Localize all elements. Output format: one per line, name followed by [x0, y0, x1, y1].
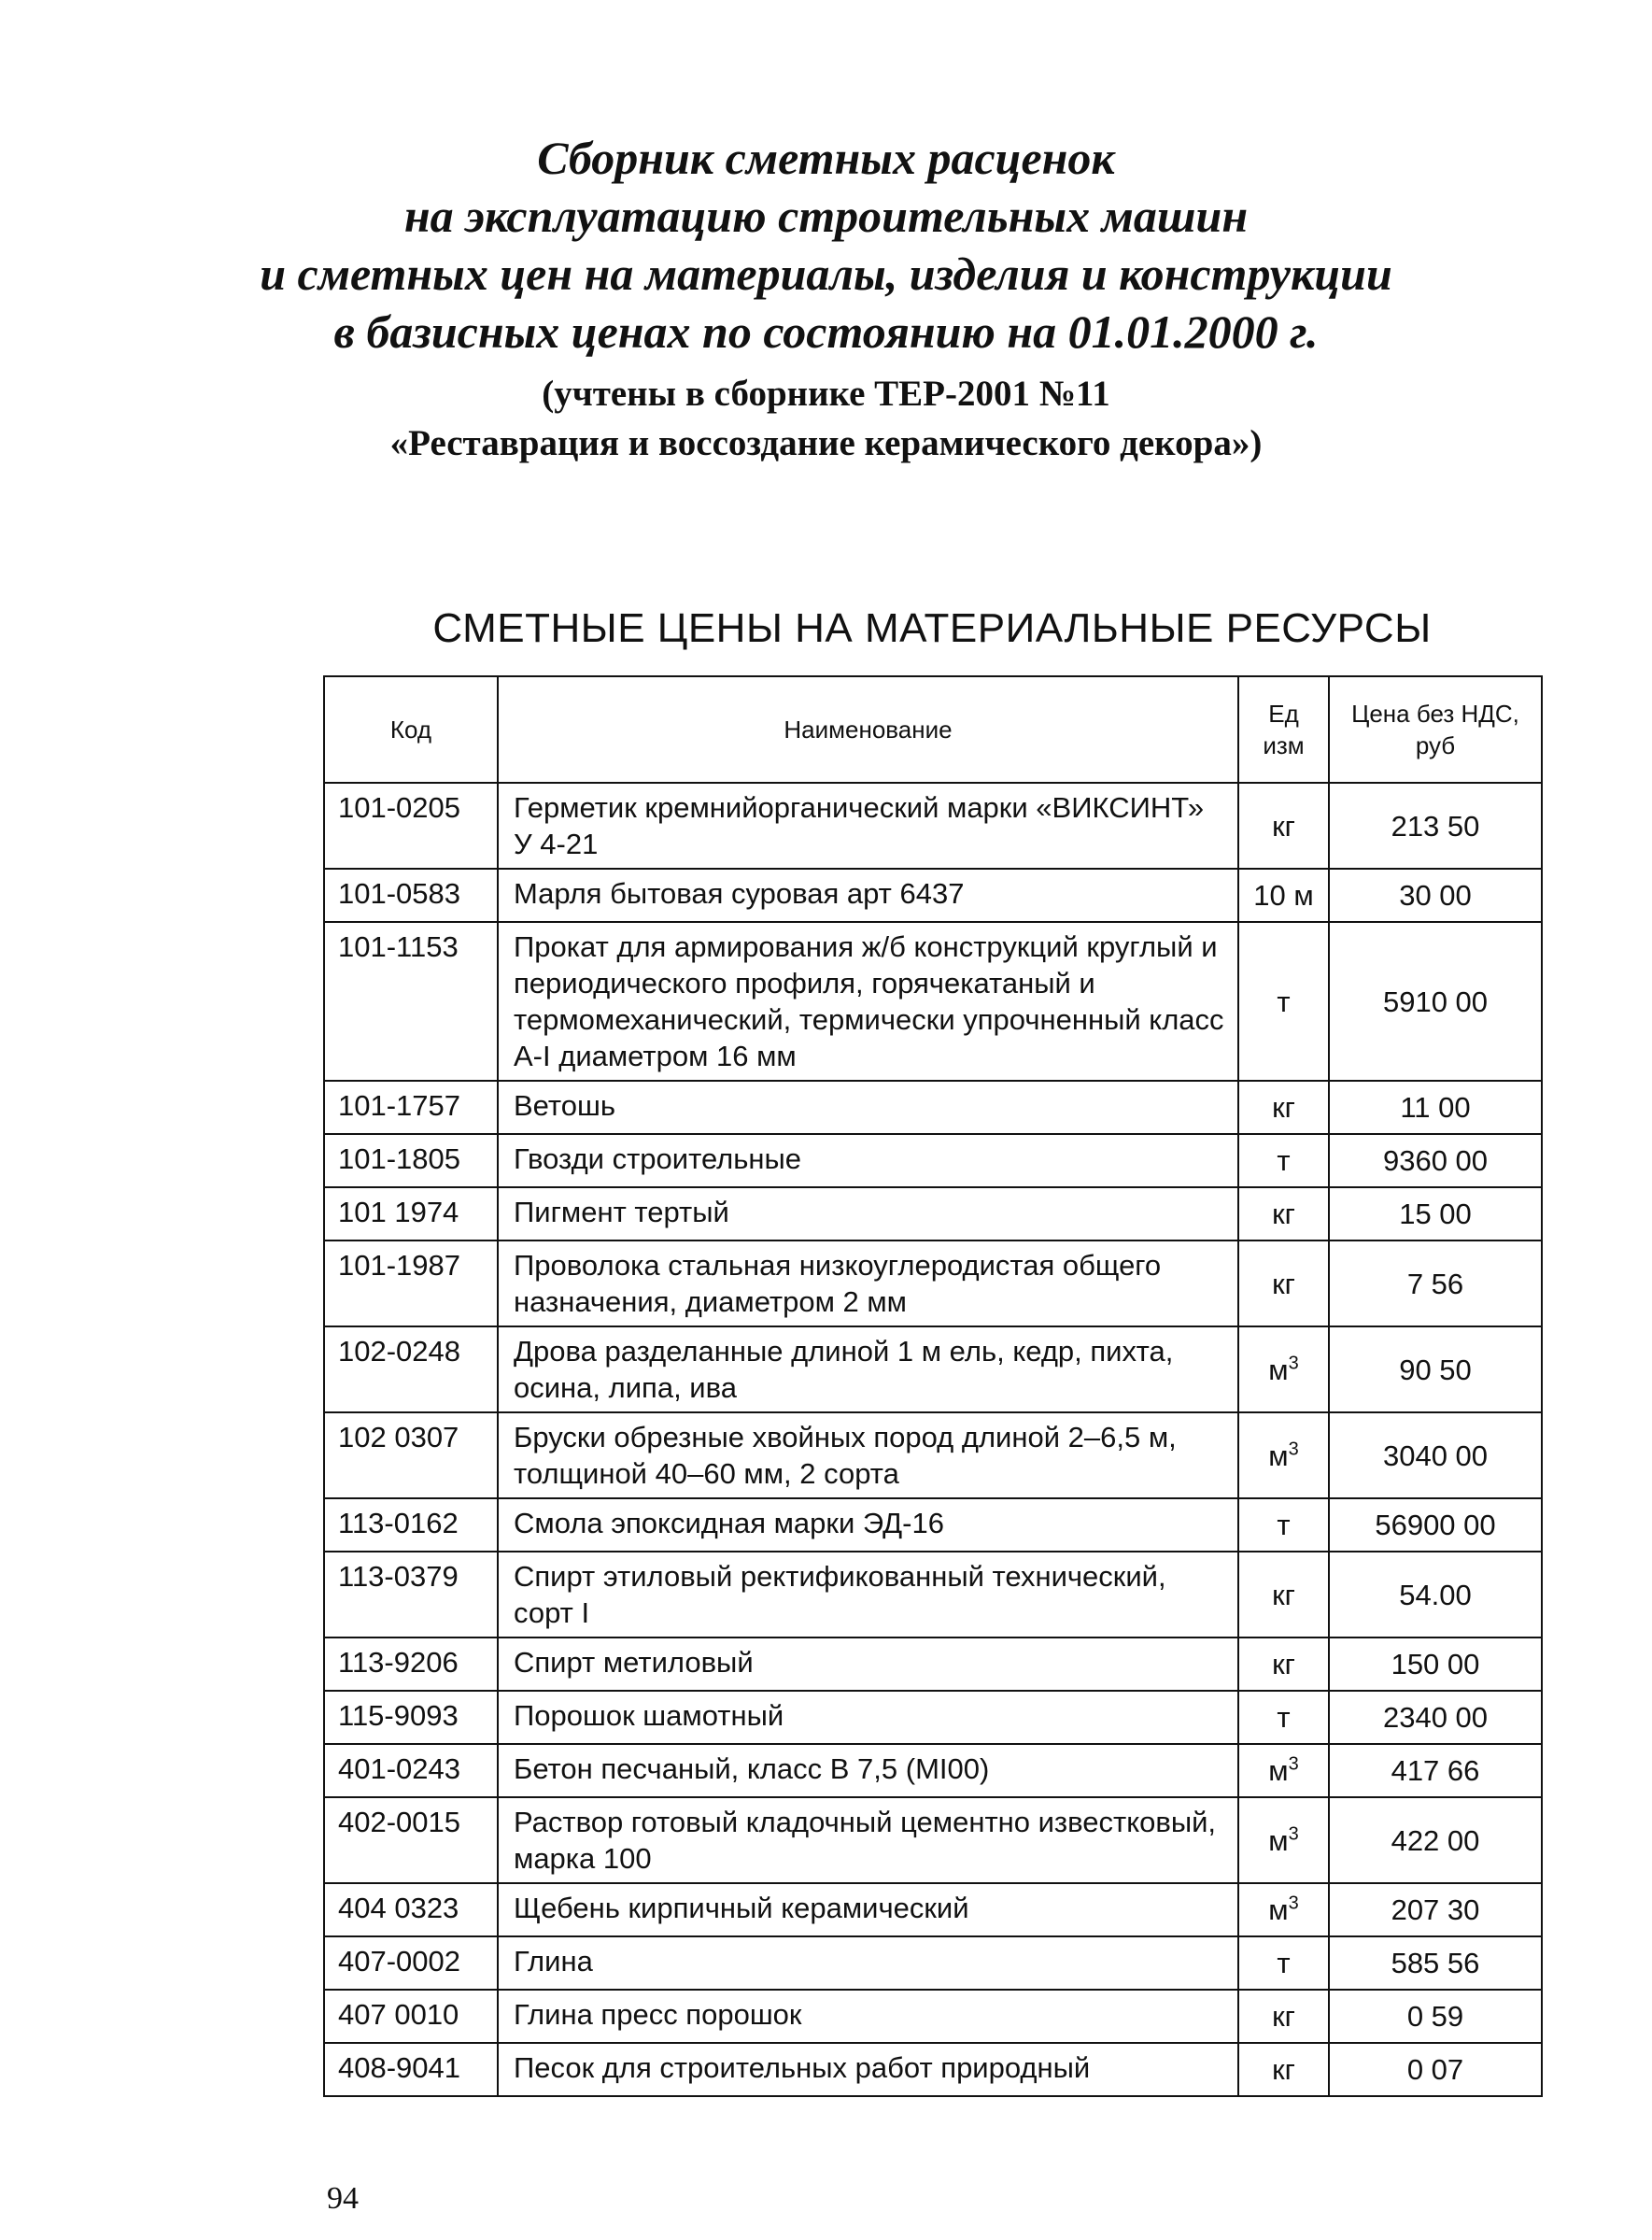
table-row	[324, 1081, 1542, 1134]
cell-price: 7 56	[1329, 1241, 1542, 1326]
cell-price: 15 00	[1329, 1187, 1542, 1241]
cell-name: Бруски обрезные хвойных пород длиной 2–6,5 м, толщиной 40–60 мм, 2 сорта	[498, 1412, 1238, 1498]
cell-price: 0 07	[1329, 2043, 1542, 2096]
header-price: Цена без НДС, руб	[1329, 676, 1542, 783]
cell-code: 113-0162	[324, 1498, 498, 1552]
cell-price: 585 56	[1329, 1936, 1542, 1990]
table-row	[324, 783, 1542, 869]
document-title	[0, 129, 1652, 361]
cell-code: 101-1153	[324, 922, 498, 1081]
cell-unit	[1238, 1326, 1329, 1412]
title-line: в базисных ценах по состоянию на 01.01.2000 г.	[333, 305, 1319, 358]
unit-label: кг	[1272, 1198, 1295, 1230]
cell-name: Порошок шамотный	[498, 1691, 1238, 1744]
cell-unit	[1238, 1134, 1329, 1187]
cell-code: 115-9093	[324, 1691, 498, 1744]
cell-name: Герметик кремнийорганический марки «ВИКСИНТ» У 4-21	[498, 783, 1238, 869]
cell-unit	[1238, 783, 1329, 869]
cell-code: 401-0243	[324, 1744, 498, 1797]
unit-label: м	[1268, 1823, 1289, 1857]
unit-label: кг	[1272, 1578, 1295, 1611]
cell-code: 102 0307	[324, 1412, 498, 1498]
table-row	[324, 1744, 1542, 1797]
cell-unit	[1238, 922, 1329, 1081]
cell-unit	[1238, 1691, 1329, 1744]
table-row	[324, 1552, 1542, 1637]
cell-unit	[1238, 2043, 1329, 2096]
title-line: Сборник сметных расценок	[537, 132, 1115, 184]
unit-label: т	[1277, 985, 1291, 1018]
cell-name: Щебень кирпичный керамический	[498, 1883, 1238, 1936]
cell-code: 407 0010	[324, 1990, 498, 2043]
table-row	[324, 1498, 1542, 1552]
cell-code: 407-0002	[324, 1936, 498, 1990]
unit-superscript: 3	[1288, 1823, 1299, 1845]
table-header-row	[324, 676, 1542, 783]
table-row	[324, 1187, 1542, 1241]
unit-label: кг	[1272, 2000, 1295, 2033]
cell-code: 101-0583	[324, 869, 498, 922]
cell-name: Спирт этиловый ректификованный технический, сорт I	[498, 1552, 1238, 1637]
title-line: на эксплуатацию строительных машин	[403, 190, 1249, 242]
cell-unit	[1238, 1552, 1329, 1637]
unit-label: кг	[1272, 1267, 1295, 1300]
subtitle-line: «Реставрация и воссоздание керамического декора»)	[389, 423, 1263, 463]
table-row	[324, 1797, 1542, 1883]
table-row	[324, 1936, 1542, 1990]
title-line: и сметных цен на материалы, изделия и конструкции	[260, 248, 1392, 300]
header-name: Наименование	[498, 676, 1238, 783]
cell-price: 422 00	[1329, 1797, 1542, 1883]
cell-code: 113-0379	[324, 1552, 498, 1637]
cell-price: 207 30	[1329, 1883, 1542, 1936]
unit-label: кг	[1272, 1648, 1295, 1680]
cell-code: 101-1757	[324, 1081, 498, 1134]
unit-label: кг	[1272, 1091, 1295, 1124]
unit-label: м	[1268, 1893, 1289, 1926]
header-unit: Ед изм	[1238, 676, 1329, 783]
cell-code: 402-0015	[324, 1797, 498, 1883]
table-row	[324, 1326, 1542, 1412]
cell-unit	[1238, 1498, 1329, 1552]
unit-superscript: 3	[1288, 1439, 1299, 1460]
price-table	[323, 675, 1543, 2097]
cell-name: Марля бытовая суровая арт 6437	[498, 869, 1238, 922]
cell-price: 0 59	[1329, 1990, 1542, 2043]
table-row	[324, 869, 1542, 922]
table-row	[324, 1883, 1542, 1936]
unit-label: т	[1277, 1509, 1291, 1541]
cell-name: Дрова разделанные длиной 1 м ель, кедр, пихта, осина, липа, ива	[498, 1326, 1238, 1412]
cell-unit	[1238, 1187, 1329, 1241]
cell-code: 101-0205	[324, 783, 498, 869]
unit-label: м	[1268, 1353, 1289, 1386]
cell-unit	[1238, 1990, 1329, 2043]
cell-price: 11 00	[1329, 1081, 1542, 1134]
unit-label: 10 м	[1253, 879, 1314, 912]
unit-label: т	[1277, 1701, 1291, 1734]
cell-unit	[1238, 1241, 1329, 1326]
table-row	[324, 2043, 1542, 2096]
cell-unit	[1238, 1637, 1329, 1691]
cell-unit	[1238, 869, 1329, 922]
unit-superscript: 3	[1288, 1753, 1299, 1775]
unit-label: м	[1268, 1439, 1289, 1472]
table-row	[324, 1990, 1542, 2043]
table-heading: СМЕТНЫЕ ЦЕНЫ НА МАТЕРИАЛЬНЫЕ РЕСУРСЫ	[432, 605, 1432, 651]
unit-label: кг	[1272, 2053, 1295, 2086]
page-number: 94	[327, 2181, 359, 2216]
unit-label: т	[1277, 1947, 1291, 1979]
cell-unit	[1238, 1797, 1329, 1883]
cell-code: 102-0248	[324, 1326, 498, 1412]
document-subtitle	[0, 369, 1652, 468]
subtitle-line: (учтены в сборнике ТЕР-2001 №11	[542, 374, 1110, 414]
cell-code: 404 0323	[324, 1883, 498, 1936]
table-body	[324, 783, 1542, 2096]
table-row	[324, 1241, 1542, 1326]
cell-code: 113-9206	[324, 1637, 498, 1691]
unit-superscript: 3	[1288, 1893, 1299, 1914]
cell-price: 417 66	[1329, 1744, 1542, 1797]
cell-name: Песок для строительных работ природный	[498, 2043, 1238, 2096]
cell-code: 101-1805	[324, 1134, 498, 1187]
header-code: Код	[324, 676, 498, 783]
cell-price: 5910 00	[1329, 922, 1542, 1081]
unit-superscript: 3	[1288, 1353, 1299, 1374]
cell-code: 101-1987	[324, 1241, 498, 1326]
cell-price: 54.00	[1329, 1552, 1542, 1637]
cell-name: Смола эпоксидная марки ЭД-16	[498, 1498, 1238, 1552]
cell-unit	[1238, 1081, 1329, 1134]
cell-code: 101 1974	[324, 1187, 498, 1241]
cell-name: Проволока стальная низкоуглеродистая общего назначения, диаметром 2 мм	[498, 1241, 1238, 1326]
cell-name: Глина	[498, 1936, 1238, 1990]
cell-price: 9360 00	[1329, 1134, 1542, 1187]
cell-unit	[1238, 1744, 1329, 1797]
cell-name: Бетон песчаный, класс В 7,5 (МI00)	[498, 1744, 1238, 1797]
unit-label: т	[1277, 1144, 1291, 1177]
cell-name: Пигмент тертый	[498, 1187, 1238, 1241]
cell-price: 30 00	[1329, 869, 1542, 922]
table-row	[324, 922, 1542, 1081]
table-row	[324, 1412, 1542, 1498]
cell-name: Ветошь	[498, 1081, 1238, 1134]
table-row	[324, 1637, 1542, 1691]
cell-price: 150 00	[1329, 1637, 1542, 1691]
cell-price: 213 50	[1329, 783, 1542, 869]
table-row	[324, 1134, 1542, 1187]
price-table-container	[323, 675, 1541, 2097]
cell-unit	[1238, 1412, 1329, 1498]
cell-price: 90 50	[1329, 1326, 1542, 1412]
cell-price: 3040 00	[1329, 1412, 1542, 1498]
cell-name: Спирт метиловый	[498, 1637, 1238, 1691]
unit-label: м	[1268, 1754, 1289, 1787]
unit-label: кг	[1272, 809, 1295, 843]
cell-unit	[1238, 1883, 1329, 1936]
cell-name: Прокат для армирования ж/б конструкций круглый и периодического профиля, горячекатаный и термомеханический, термически упрочненный класс А-I диаметром 16 мм	[498, 922, 1238, 1081]
cell-name: Раствор готовый кладочный цементно известковый, марка 100	[498, 1797, 1238, 1883]
cell-price: 2340 00	[1329, 1691, 1542, 1744]
cell-name: Гвозди строительные	[498, 1134, 1238, 1187]
cell-code: 408-9041	[324, 2043, 498, 2096]
cell-price: 56900 00	[1329, 1498, 1542, 1552]
cell-unit	[1238, 1936, 1329, 1990]
cell-name: Глина пресс порошок	[498, 1990, 1238, 2043]
table-row	[324, 1691, 1542, 1744]
